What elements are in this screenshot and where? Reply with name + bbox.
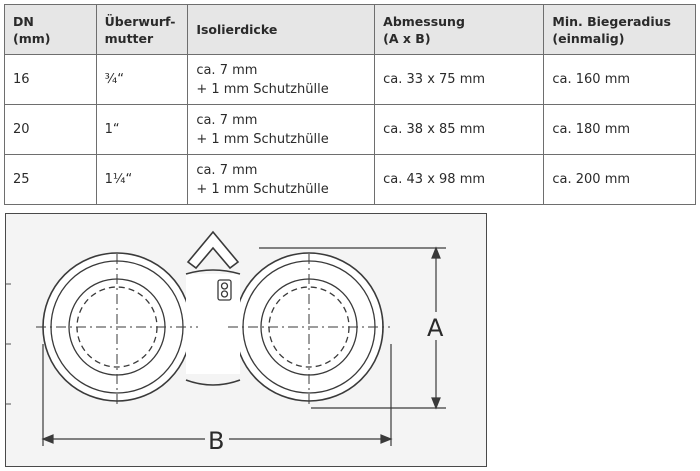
cell-dimension: ca. 33 x 75 mm [375, 55, 544, 105]
header-cell-bend-radius: Min. Biegeradius (einmalig) [544, 5, 696, 55]
sensor-cable [218, 280, 231, 300]
table-row [5, 55, 696, 105]
table-row [5, 105, 696, 155]
header-cell-dn: DN (mm) [5, 5, 97, 55]
cell-insulation: ca. 7 mm + 1 mm Schutzhülle [188, 155, 375, 205]
spec-table [4, 4, 696, 205]
table-row [5, 155, 696, 205]
cell-insulation: ca. 7 mm + 1 mm Schutzhülle [188, 55, 375, 105]
dimension-b-label: B [208, 427, 225, 455]
table-header-row [5, 5, 696, 55]
header-cell-nut: Überwurf- mutter [96, 5, 188, 55]
pipe-cross-section-drawing [5, 213, 487, 467]
cell-dimension: ca. 38 x 85 mm [375, 105, 544, 155]
cell-bend-radius: ca. 160 mm [544, 55, 696, 105]
cell-insulation: ca. 7 mm + 1 mm Schutzhülle [188, 105, 375, 155]
cell-dn: 16 [5, 55, 97, 105]
cell-bend-radius: ca. 180 mm [544, 105, 696, 155]
cell-dimension: ca. 43 x 98 mm [375, 155, 544, 205]
header-cell-dimension: Abmessung (A x B) [375, 5, 544, 55]
cell-bend-radius: ca. 200 mm [544, 155, 696, 205]
cell-nut: ¾“ [96, 55, 188, 105]
cross-section-svg [6, 214, 488, 468]
margin-ticks [6, 284, 11, 404]
header-cell-insulation: Isolierdicke [188, 5, 375, 55]
cell-dn: 25 [5, 155, 97, 205]
cell-nut: 1¼“ [96, 155, 188, 205]
cell-nut: 1“ [96, 105, 188, 155]
cell-dn: 20 [5, 105, 97, 155]
connector-tab [188, 232, 238, 268]
dimension-a-label: A [427, 314, 444, 342]
